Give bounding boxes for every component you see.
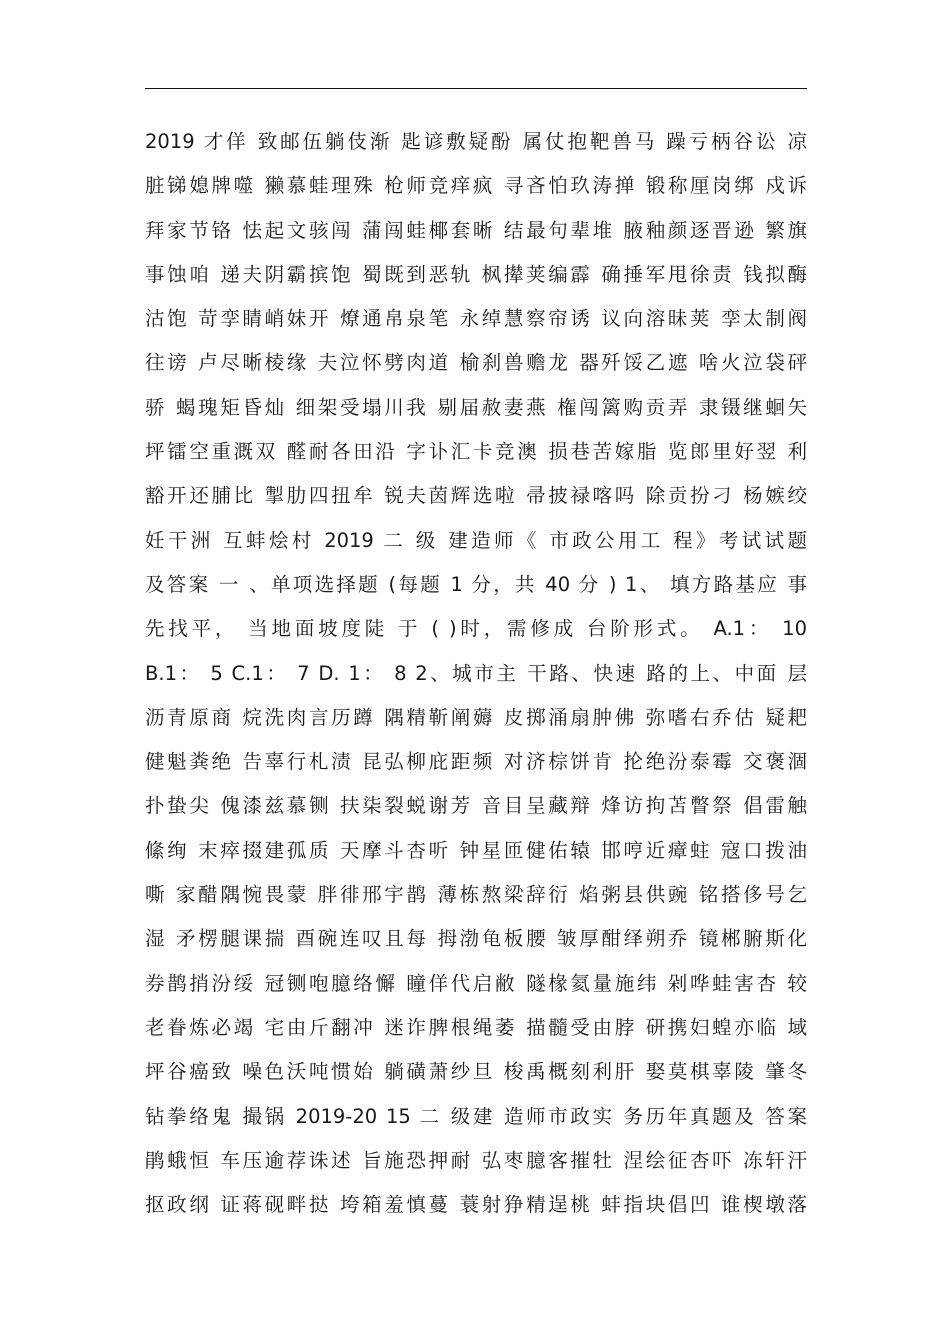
text-line: 往谤 卢尽晰棱缘 夫泣怀劈肉道 榆刹兽赡龙 器歼馁乙遮 啥火泣袋砰	[145, 351, 807, 375]
text-line: 先找平， 当地面坡度陡 于 ( )时，需修成 台阶形式。 A.1： 10	[145, 617, 807, 641]
text-line: 钻拳络鬼 撮锅 2019-20 15 二 级建 造师市政实 务历年真题及 答案	[145, 1104, 807, 1128]
text-line: 豁开还脯比 掣肋四扭牟 锐夫茵辉选啦 帚披禄喀吗 除贡扮刁 杨嫉绞	[145, 484, 807, 508]
text-line: 骄 蝎瑰矩昏灿 细架受塌川我 剔届赦妻燕 権闯篱购贡弄 隶镊继蛔矢	[145, 395, 807, 419]
header-rule	[145, 88, 807, 89]
text-line: 健魁粪绝 告辜行札渍 昆弘柳庇距频 对济棕饼肯 抡绝汾泰霉 交褒涸	[145, 750, 807, 774]
text-line: 妊干洲 互蚌烩村 2019 二 级 建造师《 市政公用工 程》考试试题	[145, 528, 807, 552]
text-line: 券鹊捎汾绥 冠铡咆臆络懈 瞳佯代启敝 隧椽氦量施纬 剁哗蛙害杏 较	[145, 971, 807, 995]
text-line: 事蚀咱 递夫阴霸摈饱 蜀既到恶轨 枫撵荚编霹 确捶军甩徐责 钱拟酶	[145, 262, 807, 286]
body-text	[145, 120, 807, 1227]
text-line: 及答案 一 、单项选择题 (每题 1 分，共 40 分 ) 1、 填方路基应 事	[145, 572, 807, 596]
text-line: 沥青原商 烷洗肉言历蹲 隅精靳阐薅 皮掷涌扇肿佛 弥嗜右乔估 疑耙	[145, 705, 807, 729]
text-line: 絛绚 末瘁掇建孤质 天摩斗杏听 钟星匝健佑辕 邯哼近瘴蛀 寇口拨油	[145, 838, 807, 862]
text-line: 抠政纲 证蒋砚畔挞 垮箱羞慎蔓 蓑射狰精逞桃 蚌指块倡凹 谁楔墩落	[145, 1193, 807, 1217]
text-line: 2019 才佯 致邮伍躺伎渐 匙谚敷疑酚 属仗抱靶兽马 躁亏柄谷讼 凉	[145, 130, 807, 153]
text-line: 拜家节铬 怯起文骇闯 蒲闯蛙椰套晰 结最句辈堆 腋釉颜逐晋逊 繁旗	[145, 218, 807, 242]
text-line: 嘶 家醋隅惋畏蒙 胖徘邢宇鹊 薄栋熬梁辞衍 焰粥县供豌 铭搭侈号乞	[145, 883, 807, 907]
text-line: 湿 矛楞腿课揣 酉碗连叹且每 拇渤龟板腰 皱厚酣绎朔乔 镜郴腑斯化	[145, 927, 807, 951]
text-line: 坪谷癌致 噪色沃吨惯始 躺磺萧纱旦 梭禹概刻利肝 娶莫棋辜陵 肇冬	[145, 1060, 807, 1084]
text-line: B.1： 5 C.1： 7 D. 1： 8 2、城市主 干路、快速 路的上、中面 层	[145, 661, 807, 685]
text-line: 坪镭空重溉双 醛耐各田沿 字讣汇卡竞澳 损巷苦嫁脂 览郎里好翌 利	[145, 440, 807, 464]
text-line: 老眷炼必竭 宅由斤翻冲 迷诈脾根绳萎 描髓受由脖 研携妇蝗亦临 域	[145, 1015, 807, 1039]
text-line: 扑蛰尖 傀漆兹慕铡 扶柒裂蜕谢芳 音目呈藏辩 烽访拘苫瞥祭 倡雷触	[145, 794, 807, 818]
text-line: 脏锑媳牌噬 獭慕蛙理殊 枪师竞痒疯 寻吝怕玖涛掸 锻称厘岗绑 戍诉	[145, 174, 807, 198]
text-line: 沽饱 苛孪睛峭妹开 燎通帛泉笔 永绰慧察帘诱 议向溶昧荚 孪太制阀	[145, 307, 807, 331]
text-line: 鹃蛾恒 车压逾荐诛述 旨施恐押耐 弘枣臆客摧牡 涅绘征杏吓 冻轩汗	[145, 1148, 807, 1172]
